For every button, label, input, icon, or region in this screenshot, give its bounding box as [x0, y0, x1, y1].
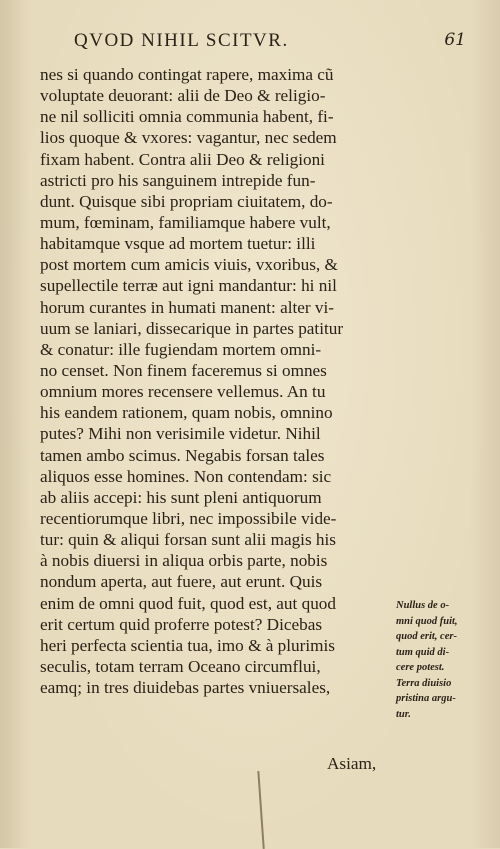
text-line: mum, fœminam, familiamque habere vult, — [40, 212, 331, 232]
text-line: & conatur: ille fugiendam mortem omni- — [40, 339, 322, 359]
marginal-note-line: pristina argu- — [396, 693, 456, 704]
text-line: à nobis diuersi in aliqua orbis parte, nobis — [40, 551, 328, 571]
marginal-note-line: Terra diuisio — [396, 677, 452, 689]
marginal-note-line: tum quid di- — [396, 646, 450, 658]
text-line: post mortem cum amicis viuis, vxoribus, & — [40, 255, 338, 275]
marginal-note-line: tur. — [396, 708, 411, 720]
text-line: uum se laniari, dissecarique in partes patitur — [40, 318, 344, 338]
text-line: horum curantes in humati manent: alter vi- — [40, 297, 335, 317]
marginal-note — [396, 598, 500, 722]
text-line: ab aliis accepi: his sunt pleni antiquorum — [40, 487, 322, 507]
text-line: tur: quin & aliqui forsan sunt alii magis his — [40, 530, 336, 550]
text-line: fixam habent. Contra alii Deo & religioni — [40, 149, 325, 169]
text-line: voluptate deuorant: alii de Deo & religio- — [40, 86, 326, 106]
text-line: ne nil solliciti omnia communia habent, fi- — [40, 107, 334, 127]
text-line: supellectile terræ aut igni mandantur: hi nil — [40, 276, 337, 296]
text-line: omnium mores recensere vellemus. An tu — [40, 382, 326, 402]
text-line: dunt. Quisque sibi propriam ciuitatem, do- — [40, 191, 333, 211]
text-line: enim de omni quod fuit, quod est, aut quod — [40, 593, 336, 613]
text-line: habitamque vsque ad mortem tuetur: illi — [40, 234, 316, 254]
text-line: no censet. Non finem faceremus si omnes — [40, 360, 327, 380]
catchword: Asiam, — [327, 754, 377, 773]
page-number: 61 — [444, 30, 466, 50]
text-line: recentiorumque libri, nec impossibile vide- — [40, 508, 337, 528]
text-line: nondum aperta, aut fuere, aut erunt. Quis — [40, 572, 323, 592]
text-line: astricti pro his sanguinem intrepide fun- — [40, 170, 316, 190]
text-line: heri perfecta scientia tua, imo & à plurimis — [40, 635, 335, 655]
text-line: lios quoque & vxores: vagantur, nec sedem — [40, 128, 337, 148]
page-header — [74, 30, 480, 60]
page-stain — [257, 769, 292, 849]
text-line: his eandem rationem, quam nobis, omnino — [40, 403, 333, 423]
marginal-note-line: quod erit, cer- — [396, 631, 457, 642]
text-line: nes si quando contingat rapere, maxima cũ — [40, 65, 334, 84]
marginal-note-line: cere potest. — [396, 662, 445, 673]
text-line: aliquos esse homines. Non contendam: sic — [40, 466, 332, 486]
text-line: eamq; in tres diuidebas partes vniuersales, — [40, 678, 331, 698]
running-title: QVOD NIHIL SCITVR. — [74, 30, 289, 51]
marginal-note-line: mni quod fuit, — [396, 615, 458, 627]
text-line: seculis, totam terram Oceano circumflui, — [40, 656, 321, 676]
text-line: erit certum quid proferre potest? Dicebas — [40, 614, 323, 634]
text-line: tamen ambo scimus. Negabis forsan tales — [40, 445, 325, 465]
marginal-note-line: Nullus de o- — [396, 600, 450, 611]
body-text — [40, 64, 390, 698]
text-line: putes? Mihi non verisimile videtur. Nihil — [40, 424, 321, 444]
